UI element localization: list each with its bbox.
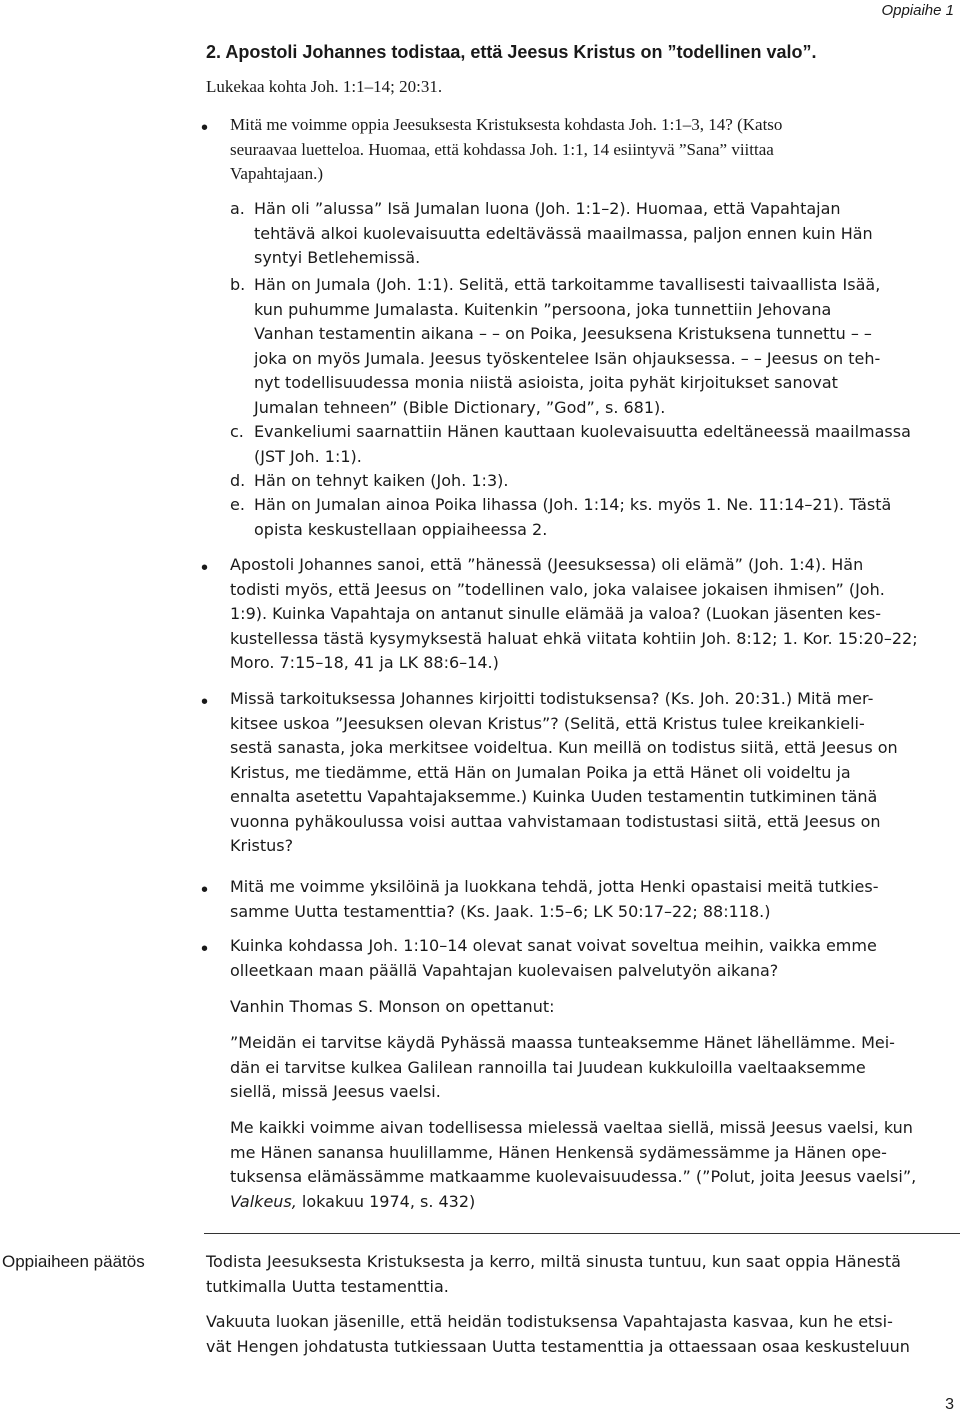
text-line: ”Meidän ei tarvitse käydä Pyhässä maassa tunteaksemme Hänet lähellämme. Mei- [230, 1033, 895, 1052]
section-heading: 2. Apostoli Johannes todistaa, että Jeesus Kristus on ”todellinen valo”. [206, 42, 817, 62]
text-line: 1:9). Kuinka Vapahtaja on antanut sinulle elämää ja valoa? (Luokan jäsenten kes- [230, 604, 882, 623]
text-line: Vanhan testamentin aikana – – on Poika, Jeesuksena Kristuksena tunnettu – – [254, 324, 872, 343]
text-line: Vanhin Thomas S. Monson on opettanut: [230, 997, 555, 1016]
text-line: syntyi Betlehemissä. [254, 248, 421, 267]
text-line: Hän oli ”alussa” Isä Jumalan luona (Joh. 1:1–2). Huomaa, että Vapahtajan [254, 199, 841, 218]
text-line: sestä sanasta, joka merkitsee voideltua. Kun meillä on todistus siitä, että Jeesus on [230, 738, 898, 757]
text-line: Hän on Jumala (Joh. 1:1). Selitä, että tarkoitamme tavallisesti taivaallista Isää, [254, 275, 881, 294]
quote-paragraph-2 [230, 1116, 960, 1214]
text-line: joka on myös Jumala. Jeesus työskentelee Isän ohjauksessa. – – Jeesus on teh- [254, 348, 881, 368]
bullet-paragraph-4 [230, 875, 960, 924]
text-line: nyt todellisuudessa monia niistä asioista, joita pyhät kirjoitukset sanovat [254, 373, 838, 392]
text-line: Kristus, me tiedämme, että Hän on Jumalan Poika ja että Hänet oli voideltu ja [230, 762, 851, 782]
text-line: samme Uutta testamenttia? (Ks. Jaak. 1:5–6; LK 50:17–22; 88:118.) [230, 901, 771, 921]
source-title: Valkeus, [230, 1191, 297, 1211]
conclusion-paragraph-2 [206, 1310, 960, 1359]
text-line: Missä tarkoituksessa Johannes kirjoitti todistuksensa? (Ks. Joh. 20:31.) Mitä mer- [230, 689, 874, 708]
text-line: tutkimalla Uutta testamenttia. [206, 1276, 449, 1296]
text-line: Vapahtajaan.) [230, 164, 323, 183]
text-line: Vakuuta luokan jäsenille, että heidän todistuksensa Vapahtajasta kasvaa, kun he etsi- [206, 1312, 893, 1331]
text-line: Me kaikki voimme aivan todellisessa mielessä vaeltaa siellä, missä Jeesus vaelsi, kun [230, 1118, 913, 1137]
text-line: (JST Joh. 1:1). [254, 446, 362, 466]
bullet-icon: • [201, 557, 209, 579]
text-line: opista keskustellaan oppiaiheessa 2. [254, 519, 548, 539]
text-line: kitsee uskoa ”Jeesuksen olevan Kristus”? (Selitä, että Kristus tulee kreikankieli- [230, 713, 865, 733]
quote-intro [230, 995, 960, 1020]
text-line: siellä, missä Jeesus vaelsi. [230, 1082, 441, 1101]
text-line: Hän on tehnyt kaiken (Joh. 1:3). [254, 471, 509, 490]
list-letter: c. [230, 422, 244, 441]
conclusion-paragraph-1 [206, 1250, 960, 1299]
text-line: kun puhumme Jumalasta. Kuitenkin ”persoona, joka tunnettiin Jehovana [254, 299, 832, 319]
conclusion-label: Oppiaiheen päätös [2, 1252, 145, 1271]
text-line: kustellessa tästä kysymyksestä haluat ehkä viitata kohtiin Joh. 8:12; 1. Kor. 15:20–22; [230, 628, 918, 648]
bullet-paragraph-3 [230, 687, 960, 859]
lesson-tag: Oppiaihe 1 [881, 2, 954, 19]
source-citation: lokakuu 1974, s. 432) [296, 1191, 476, 1211]
text-line: Jumalan tehneen” (Bible Dictionary, ”God”, s. 681). [254, 397, 666, 417]
text-line: dän ei tarvitse kulkea Galilean rannoilla tai Juudean kukkuloilla vaeltaaksemme [230, 1057, 866, 1077]
text-line [230, 1190, 960, 1215]
text-line: todisti myös, että Jeesus on ”todellinen valo, joka valaisee jokaisen ihmisen” (Joh. [230, 579, 885, 599]
list-letter: b. [230, 275, 246, 294]
list-letter: d. [230, 471, 246, 490]
text-line: Kristus? [230, 836, 294, 855]
text-line: vuonna pyhäkoulussa voisi auttaa vahvistamaan todistustasi siitä, että Jeesus on [230, 811, 881, 831]
text-line: vät Hengen johdatusta tutkiessaan Uutta testamenttia ja ottaessaan osaa keskusteluun [206, 1336, 910, 1356]
text-line: me Hänen sanansa huulillamme, Hänen Henkensä sydämessämme ja Hänen ope- [230, 1142, 887, 1162]
text-line: Mitä me voimme oppia Jeesuksesta Kristuksesta kohdasta Joh. 1:1–3, 14? (Katso [230, 115, 783, 134]
bullet-paragraph-5 [230, 934, 960, 983]
bullet-paragraph-2 [230, 553, 960, 676]
list-letter: a. [230, 199, 245, 218]
text-line: olleetkaan maan päällä Vapahtajan kuolevaisen palvelutyön aikana? [230, 960, 779, 980]
text-line: seuraavaa luetteloa. Huomaa, että kohdassa Joh. 1:1, 14 esiintyvä ”Sana” viittaa [230, 139, 774, 159]
page-number: 3 [945, 1396, 954, 1413]
text-line: Evankeliumi saarnattiin Hänen kauttaan kuolevaisuutta edeltäneessä maailmassa [254, 422, 911, 441]
list-letter: e. [230, 495, 245, 514]
bullet-icon: • [201, 879, 209, 901]
quote-paragraph-1 [230, 1031, 960, 1105]
text-line: Apostoli Johannes sanoi, että ”hänessä (Jeesuksessa) oli elämä” (Joh. 1:4). Hän [230, 555, 864, 574]
text-line: tehtävä alkoi kuolevaisuutta edeltävässä maailmassa, paljon ennen kuin Hän [254, 223, 873, 243]
text-line: tuksensa elämässämme matkaamme kuolevaisuudessa.” (”Polut, joita Jeesus vaelsi”, [230, 1167, 917, 1186]
text-line: Moro. 7:15–18, 41 ja LK 88:6–14.) [230, 653, 499, 672]
bullet-icon: • [201, 117, 209, 139]
text-line: Kuinka kohdassa Joh. 1:10–14 olevat sanat voivat soveltua meihin, vaikka emme [230, 936, 877, 955]
text-line: Mitä me voimme yksilöinä ja luokkana tehdä, jotta Henki opastaisi meitä tutkies- [230, 877, 879, 896]
reading-assignment: Lukekaa kohta Joh. 1:1–14; 20:31. [206, 77, 443, 96]
bullet-icon: • [201, 691, 209, 713]
section-divider [204, 1233, 960, 1234]
text-line: Todista Jeesuksesta Kristuksesta ja kerro, miltä sinusta tuntuu, kun saat oppia Hänestä [206, 1252, 901, 1271]
text-line: ennalta asetettu Vapahtajaksemme.) Kuinka Uuden testamentin tutkiminen tänä [230, 787, 878, 806]
bullet-paragraph-1 [230, 113, 960, 187]
text-line: Hän on Jumalan ainoa Poika lihassa (Joh. 1:14; ks. myös 1. Ne. 11:14–21). Tästä [254, 495, 892, 514]
bullet-icon: • [201, 938, 209, 960]
